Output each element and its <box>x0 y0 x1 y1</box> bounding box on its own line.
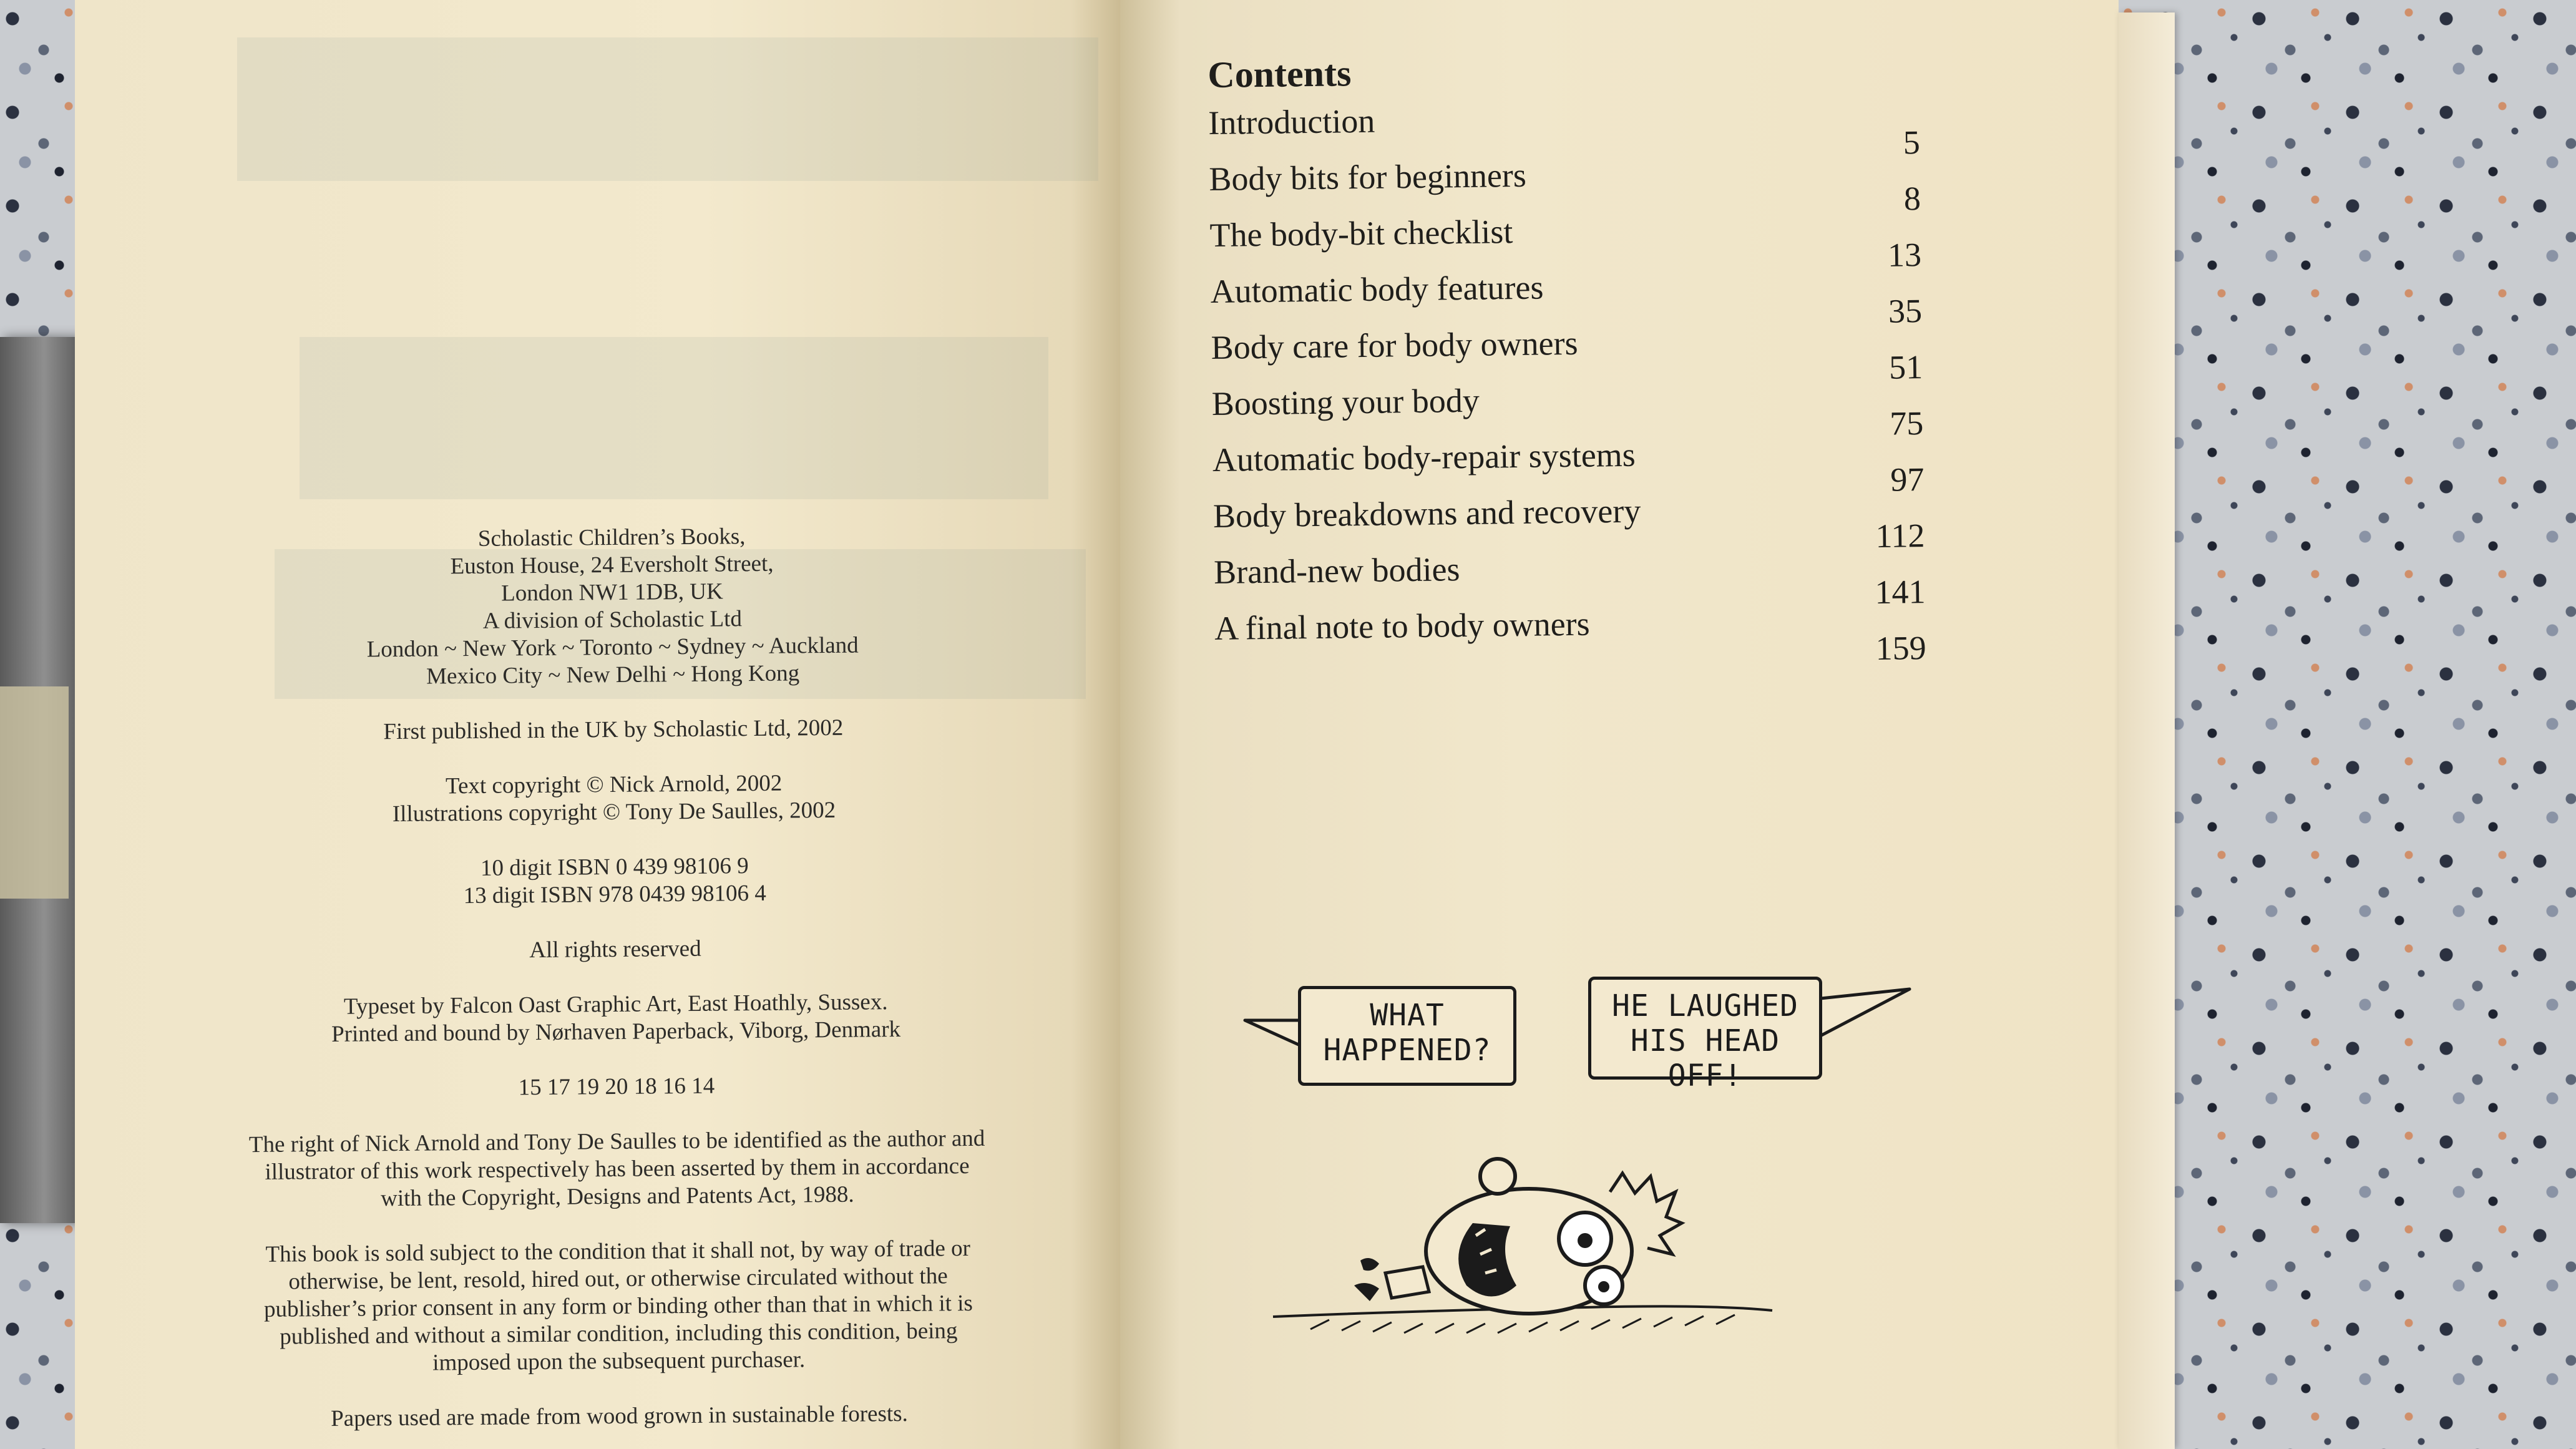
sale-condition-line: otherwise, be lent, resold, hired out, or otherwise circulated without the <box>288 1263 948 1295</box>
cartoon-illustration <box>1236 961 1922 1367</box>
imprint-line: Euston House, 24 Eversholt Street, <box>450 550 774 580</box>
sale-condition-line: This book is sold subject to the condition that it shall not, by way of trade or <box>265 1236 971 1267</box>
toc-page-number: 51 <box>1888 348 1923 386</box>
imprint-line: London NW1 1DB, UK <box>500 578 723 607</box>
speech-bubble-left <box>1298 986 1516 1086</box>
toc-entry <box>1211 378 1923 443</box>
imprint-line: Scholastic Children’s Books, <box>477 524 746 552</box>
toc-label: Introduction <box>1208 102 1375 142</box>
imprint-line: Mexico City ~ New Delhi ~ Hong Kong <box>426 660 800 690</box>
contents-title: Contents <box>1207 52 1352 95</box>
imprint-line: London ~ New York ~ Toronto ~ Sydney ~ Auckland <box>366 632 859 663</box>
toc-entry <box>1213 490 1925 555</box>
toc-page-number: 97 <box>1890 461 1925 499</box>
toc-entry <box>1208 97 1920 162</box>
papers-note: Papers used are made from wood grown in sustainable forests. <box>330 1400 909 1432</box>
toc-entry <box>1209 154 1921 218</box>
toc-entry <box>1211 322 1923 387</box>
toc-page-number: 112 <box>1875 517 1925 555</box>
toc-page-number: 75 <box>1889 404 1924 442</box>
isbn-10: 10 digit ISBN 0 439 98106 9 <box>480 853 749 881</box>
toc-entry <box>1214 603 1926 668</box>
toc-page-number: 141 <box>1875 573 1926 611</box>
text-copyright: Text copyright © Nick Arnold, 2002 <box>445 770 783 799</box>
bubble-text: HIS HEAD OFF! <box>1630 1023 1780 1093</box>
clip-tape <box>0 686 69 899</box>
speech-bubble-right <box>1588 977 1822 1093</box>
toc-label: Body bits for beginners <box>1209 156 1527 198</box>
toc-label: Boosting your body <box>1211 381 1480 422</box>
toc-page-number: 8 <box>1903 180 1921 218</box>
toc-entry <box>1210 266 1922 331</box>
toc-label: The body-bit checklist <box>1209 213 1513 254</box>
toc-label: Automatic body features <box>1210 268 1544 310</box>
sale-condition-line: published and without a similar condition, including this condition, being <box>280 1318 958 1350</box>
bubble-text: HAPPENED? <box>1323 1033 1491 1068</box>
toc-label: A final note to body owners <box>1214 605 1590 647</box>
moral-rights-line: illustrator of this work respectively has been asserted by them in accordance <box>265 1153 970 1185</box>
toc-page-number: 13 <box>1887 236 1922 274</box>
toc-label: Brand-new bodies <box>1213 550 1460 591</box>
toc-label: Body care for body owners <box>1211 324 1578 366</box>
toc-entry <box>1212 434 1925 499</box>
table-of-contents <box>1208 47 1926 668</box>
sale-condition-line: imposed upon the subsequent purchaser. <box>432 1347 806 1376</box>
first-published: First published in the UK by Scholastic Ltd, 2002 <box>383 715 844 745</box>
toc-page-number: 159 <box>1875 629 1927 667</box>
toc-entry <box>1214 547 1926 612</box>
sale-condition-line: publisher’s prior consent in any form or binding other than that in which it is <box>263 1290 973 1322</box>
toc-page-number: 35 <box>1888 292 1923 330</box>
bubble-text: WHAT <box>1370 998 1445 1033</box>
toc-label: Body breakdowns and recovery <box>1212 492 1641 535</box>
toc-page-number: 5 <box>1903 124 1921 162</box>
imprint-block <box>168 520 1063 1434</box>
isbn-13: 13 digit ISBN 978 0439 98106 4 <box>463 880 766 909</box>
moral-rights-line: The right of Nick Arnold and Tony De Saulles to be identified as the author and <box>248 1125 985 1158</box>
page-edge <box>2119 12 2175 1449</box>
typeset-credit: Typeset by Falcon Oast Graphic Art, East Hoathly, Sussex. <box>343 989 888 1020</box>
toc-entry <box>1209 210 1921 275</box>
imprint-line: A division of Scholastic Ltd <box>482 606 743 634</box>
bubble-text: HE LAUGHED <box>1612 988 1798 1023</box>
moral-rights-line: with the Copyright, Designs and Patents Act, 1988. <box>381 1181 854 1212</box>
rights-statement: All rights reserved <box>529 935 701 964</box>
toc-label: Automatic body-repair systems <box>1212 436 1636 479</box>
printer-credit: Printed and bound by Nørhaven Paperback, Viborg, Denmark <box>331 1016 901 1047</box>
print-run: 15 17 19 20 18 16 14 <box>518 1073 715 1101</box>
illustrations-copyright: Illustrations copyright © Tony De Saulles, 2002 <box>392 797 836 827</box>
